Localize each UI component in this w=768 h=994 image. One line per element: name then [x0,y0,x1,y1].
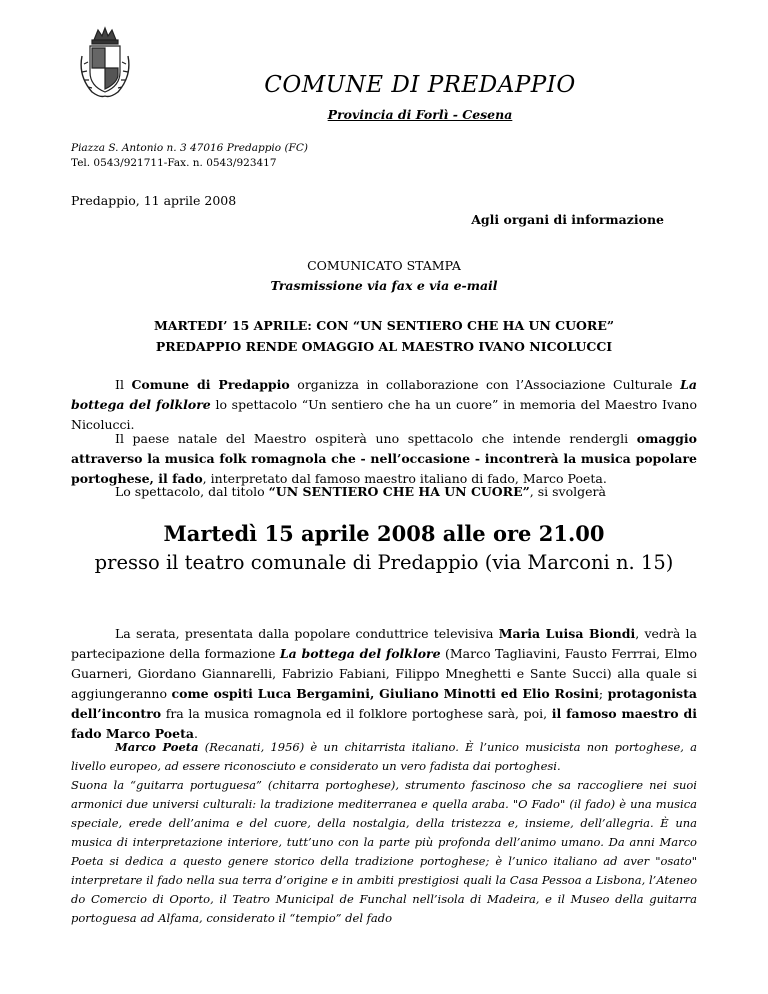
event-date: Martedì 15 aprile 2008 alle ore 21.00 [163,521,605,546]
province-subtitle: Provincia di Forlì - Cesena [327,107,513,122]
contact-line: Tel. 0543/921711-Fax. n. 0543/923417 [71,157,277,169]
headline-line-2: PREDAPPIO RENDE OMAGGIO AL MAESTRO IVANO NICOLUCCI [155,339,613,354]
recipient-line: Agli organi di informazione [471,212,664,227]
paragraph-biography: Marco Poeta (Recanati, 1956) è un chitarrista italiano. È l’unico musicista non portoghese, a livello europeo, ad essere riconosciuto e considerato un vero fadista dai portoghesi. Suona la “guitarra portuguesa” (chitarra portoghese), strumento fascinoso che sa raccogliere nei suoi armonici due universi culturali: la tradizione mediterranea e quella araba. "O Fado" (il fado) è una musica speciale, erede dell’anima e del cuore, della nostalgia, della tristezza e, insieme, dell’allegria. È una musica di interpretazione interiore, tutt’uno con la parte più profonda dell’animo umano. Da anni Marco Poeta si dedica a questo genere storico della tradizione portoghese; è l’unico italiano ad aver "osato" interpretare il fado nella sua terra d’origine e in ambiti prestigiosi quali la Casa Pessoa a Lisbona, l’Ateneo do Comercio di Oporto, il Teatro Municipal de Funchal nell’isola di Madeira, e il Museo della guitarra portoguesa ad Alfama, considerato il “tempio” del fado [71,740,697,925]
paragraph-show-title: Lo spettacolo, dal titolo “UN SENTIERO CHE HA UN CUORE”, si svolgerà [115,484,606,499]
headline-line-1: MARTEDI’ 15 APRILE: CON “UN SENTIERO CHE HA UN CUORE” [153,318,615,333]
address-line: Piazza S. Antonio n. 3 47016 Predappio (FC) [71,142,308,154]
transmission-note: Trasmissione via fax e via e-mail [270,278,498,293]
event-venue: presso il teatro comunale di Predappio (via Marconi n. 15) [94,551,674,574]
paragraph-intro: Il Comune di Predappio organizza in collaborazione con l’Associazione Culturale La bottega del folklore lo spettacolo “Un sentiero che ha un cuore” in memoria del Maestro Ivano Nicolucci. [71,377,697,432]
paragraph-evening: La serata, presentata dalla popolare conduttrice televisiva Maria Luisa Biondi, vedrà la partecipazione della formazione La bottega del folklore (Marco Tagliavini, Fausto Ferrrai, Elmo Guarneri, Giordano Giannarelli, Fabrizio Fabiani, Filippo Mneghetti e Sante Succi) alla quale si aggiungeranno come ospiti Luca Bergamini, Giuliano Minotti ed Elio Rosini; protagonista dell’incontro fra la musica romagnola ed il folklore portoghese sarà, poi, il famoso maestro di fado Marco Poeta. [71,626,697,741]
paragraph-tribute: Il paese natale del Maestro ospiterà uno spettacolo che intende rendergli omaggio attraverso la musica folk romagnola che - nell’occasione - incontrerà la musica popolare portoghese, il fado, interpretato dal famoso maestro italiano di fado, Marco Poeta. [71,431,697,486]
press-release-label: COMUNICATO STAMPA [307,258,461,273]
municipal-crest-logo [78,26,132,100]
date-line: Predappio, 11 aprile 2008 [71,193,237,208]
municipality-title: COMUNE DI PREDAPPIO [264,72,576,98]
